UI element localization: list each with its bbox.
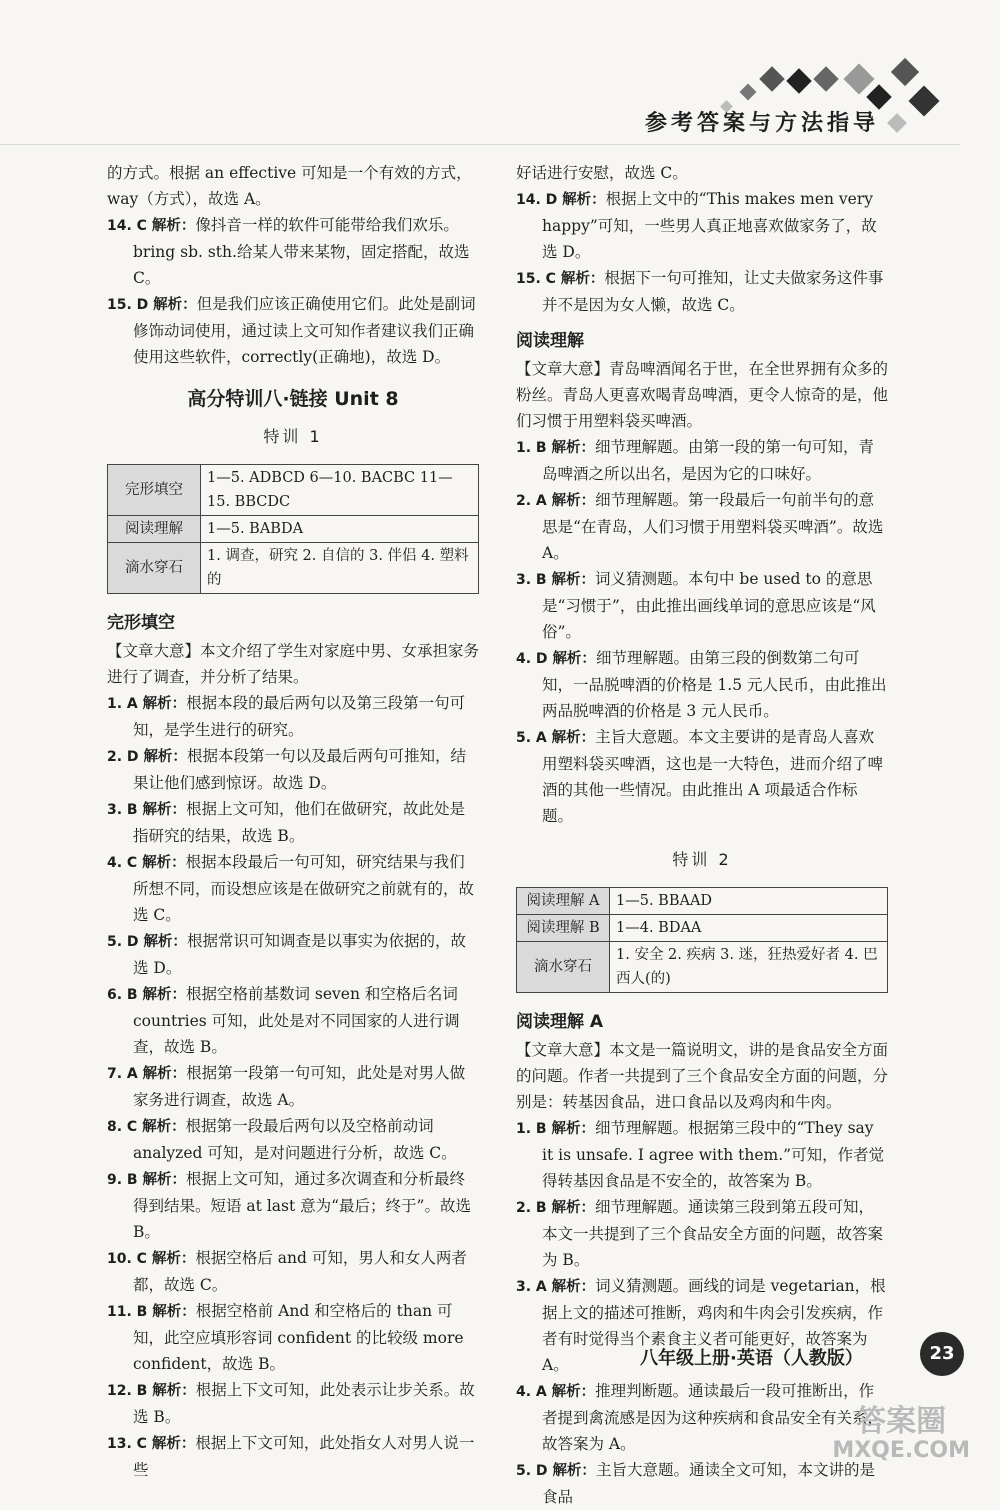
answer-item [107,1430,479,1483]
answer-number: 2. A [516,493,552,509]
reading-answers [516,434,888,829]
answer-item [107,1113,479,1166]
answer-item [107,743,479,796]
analysis-label: 解析： [551,440,595,456]
answer-item [107,291,479,370]
answer-number: 8. C [107,1119,143,1135]
left-continued-answers [107,160,479,370]
answer-table-row [108,465,479,516]
answer-text: 细节理解题。通读第三段到第五段可知，本文一共提到了三个食品安全方面的问题，故答案为 B。 [542,1198,884,1269]
watermark-logo-text: 答案圈 [856,1404,947,1439]
analysis-label: 解析： [551,1384,596,1400]
page-header-title: 参考答案与方法指导 [645,110,880,136]
answer-item [107,981,479,1060]
answer-number: 15. C [516,271,561,287]
answer-table-row [517,915,888,942]
header-divider [0,144,960,145]
cloze-answers [107,690,479,1483]
answer-text: 像抖音一样的软件可能带给我们欢乐。bring sb. sth.给某人带来某物，固定搭配，故选 C。 [133,216,470,287]
analysis-label: 解析： [551,493,596,509]
answer-item [107,1166,479,1245]
answer-text: 细节理解题。由第一段的第一句可知，青岛啤酒之所以出名，是因为它的口味好。 [542,438,874,483]
answer-number: 9. B [107,1172,143,1188]
analysis-label: 解析： [562,192,606,208]
analysis-label: 解析： [151,1436,196,1452]
cloze-summary: 【文章大意】本文介绍了学生对家庭中男、女承担家务进行了调查，并分析了结果。 [107,642,480,686]
analysis-label: 解析： [143,749,187,765]
answer-item [516,186,888,265]
analysis-label: 解析： [142,802,186,818]
answer-text: 的方式。根据 an effective 可知是一个有效的方式，way（方式），故选 A。 [107,164,472,208]
page-number: 23 [920,1332,964,1376]
answer-text: 根据上下文可知，此处指女人对男人说一些 [133,1434,475,1479]
answer-number: 4. D [516,651,553,667]
right-continued-answers [516,160,888,318]
answer-number: 4. A [516,1384,552,1400]
answer-item [107,1298,479,1377]
answer-text: 主旨大意题。通读全文可知，本文讲的是食品 [542,1461,875,1506]
answer-item [516,265,888,318]
answer-number: 7. A [107,1066,143,1082]
answer-text: 好话进行安慰，故选 C。 [516,164,688,182]
analysis-label: 解析： [142,987,186,1003]
answer-text: 根据下一句可推知，让丈夫做家务这件事并不是因为女人懒，故选 C。 [542,269,884,314]
answer-number: 4. C [107,855,143,871]
answer-item [516,1115,888,1194]
answer-number: 3. A [516,1279,552,1295]
answer-text: 词义猜测题。本句中 be used to 的意思是“习惯于”，由此推出画线单词的意思应该是“风俗”。 [542,570,876,641]
analysis-label: 解析： [552,651,596,667]
answer-text: 根据本段最后一句可知，研究结果与我们所想不同，而设想应该是在做研究之前就有的，故选 C。 [133,853,475,924]
table-label-cell: 阅读理解 [108,516,201,543]
analysis-label: 解析： [551,1200,595,1216]
reading-summary: 【文章大意】青岛啤酒闻名于世，在全世界拥有众多的粉丝。青岛人更喜欢喝青岛啤酒，更令人惊奇的是，他们习惯于用塑料袋买啤酒。 [516,360,889,430]
answer-number: 1. B [516,1121,552,1137]
answer-text: 根据空格后 and 可知，男人和女人两者都，故选 C。 [133,1249,467,1294]
answer-item [107,1245,479,1298]
analysis-label: 解析： [151,1251,196,1267]
answer-table-row [108,543,479,594]
answer-text: 但是我们应该正确使用它们。此处是副词修饰动词使用，通过读上文可知作者建议我们正确使用这些软件，correctly(正确地)，故选 D。 [133,295,476,366]
answer-table-row [108,516,479,543]
answer-item [107,928,479,981]
analysis-label: 解析： [143,934,187,950]
analysis-label: 解析： [551,730,596,746]
answer-item [107,796,479,849]
answer-text: 细节理解题。根据第三段中的“They say it is unsafe. I agree with them.”可知，作者觉得转基因食品是不安全的，故答案为 B。 [542,1119,885,1190]
answer-item [516,1194,888,1273]
answer-item [107,1060,479,1113]
answer-item [516,724,888,829]
answer-number: 2. D [107,749,144,765]
answer-number: 13. C [107,1436,152,1452]
training-2-title: 特训 2 [672,850,732,869]
analysis-label: 解析： [552,1463,596,1479]
section-cloze-title: 完形填空 [107,613,175,633]
table-label-cell: 阅读理解 A [517,888,610,915]
answer-text: 根据上文可知，通过多次调查和分析最终得到结果。短语 at last 意为“最后；终于”。故选 B。 [133,1170,471,1241]
answer-item [516,160,888,186]
analysis-label: 解析： [560,271,605,287]
table-label-cell: 完形填空 [108,465,201,516]
answer-item [107,1377,479,1430]
analysis-label: 解析： [142,1172,186,1188]
analysis-label: 解析： [152,1383,196,1399]
answer-item [516,487,888,566]
answer-text: 细节理解题。由第三段的倒数第二句可知，一品脱啤酒的价格是 1.5 元人民币，由此推出两品脱啤酒的价格是 3 元人民币。 [542,649,887,720]
answer-item [516,434,888,487]
analysis-label: 解析： [142,1119,186,1135]
answer-text: 主旨大意题。本文主要讲的是青岛人喜欢用塑料袋买啤酒，这也是一大特色，进而介绍了啤酒的其他一些情况。由此推出 A 项最适合作标题。 [542,728,884,825]
answer-text: 根据空格前基数词 seven 和空格后名词 countries 可知，此处是对不同国家的人进行调查，故选 B。 [133,985,460,1056]
reading-a-summary: 【文章大意】本文是一篇说明文，讲的是食品安全方面的问题。作者一共提到了三个食品安全方面的问题，分别是：转基因食品，进口食品以及鸡肉和牛肉。 [516,1041,889,1111]
answer-item [516,1457,888,1510]
answer-text: 根据第一段第一句可知，此处是对男人做家务进行调查，故选 A。 [133,1064,466,1109]
answer-item [107,160,479,212]
section-reading-title: 阅读理解 [516,331,584,351]
answer-text: 根据空格前 And 和空格后的 than 可知，此空应填形容词 confident 的比较级 more confident，故选 B。 [133,1302,464,1373]
table-label-cell: 阅读理解 B [517,915,610,942]
answer-number: 2. B [516,1200,552,1216]
answer-number: 3. B [516,572,552,588]
answer-text: 根据常识可知调查是以事实为依据的，故选 D。 [133,932,466,977]
table-value-cell: 1—5. ADBCD 6—10. BACBC 11—15. BBCDC [201,465,479,516]
watermark-url: MXQE.COM [832,1438,970,1463]
answer-number: 3. B [107,802,143,818]
answer-text: 根据本段的最后两句以及第三段第一句可知，是学生进行的研究。 [133,694,466,739]
footer-text: 八年级上册·英语（人教版） [640,1348,863,1369]
answer-text: 根据上文中的“This makes men very happy”可知，一些男人真正地喜欢做家务了，故选 D。 [542,190,877,261]
analysis-label: 解析： [153,297,197,313]
table-value-cell: 1—5. BBAAD [610,888,888,915]
answer-number: 5. D [516,1463,553,1479]
answer-table-row [517,942,888,993]
answer-item [516,645,888,724]
answer-number: 12. B [107,1383,153,1399]
analysis-label: 解析： [152,1304,196,1320]
answer-table-row [517,888,888,915]
analysis-label: 解析： [142,1066,187,1082]
analysis-label: 解析： [551,1279,596,1295]
answer-number: 14. D [516,192,563,208]
answer-text: 根据本段第一句以及最后两句可推知，结果让他们感到惊讶。故选 D。 [133,747,466,792]
table-value-cell: 1—5. BABDA [201,516,479,543]
answer-number: 6. B [107,987,143,1003]
answer-number: 5. D [107,934,144,950]
analysis-label: 解析： [142,855,186,871]
answer-text: 词义猜测题。画线的词是 vegetarian，根据上文的描述可推断，鸡肉和牛肉会引发疾病，作者有时觉得当个素食主义者可能更好，故答案为 A。 [542,1277,886,1374]
watermark [832,1405,970,1463]
analysis-label: 解析： [551,572,595,588]
answer-text: 根据第一段最后两句以及空格前动词 analyzed 可知，是对问题进行分析，故选 C。 [133,1117,457,1162]
table-label-cell: 滴水穿石 [517,942,610,993]
answer-number: 1. A [107,696,143,712]
section-reading-a-title: 阅读理解 A [516,1012,604,1032]
answer-number: 1. B [516,440,552,456]
answer-number: 10. C [107,1251,152,1267]
right-column [516,160,888,1510]
left-column [107,160,479,1483]
answer-item [516,566,888,645]
answer-text: 推理判断题。通读最后一段可推断出，作者提到禽流感是因为这种疾病和食品安全有关系，故答案为 A。 [542,1382,884,1453]
table-value-cell: 1. 安全 2. 疾病 3. 迷，狂热爱好者 4. 巴西人(的) [610,942,888,993]
answer-table-2 [516,887,888,993]
analysis-label: 解析： [142,696,187,712]
answer-text: 细节理解题。第一段最后一句前半句的意思是“在青岛，人们习惯于用塑料袋买啤酒”。故选 A。 [542,491,884,562]
answer-number: 15. D [107,297,154,313]
analysis-label: 解析： [151,218,196,234]
unit-title: 高分特训八·链接 Unit 8 [187,388,399,410]
answer-number: 14. C [107,218,152,234]
answer-item [107,849,479,928]
answer-text: 根据上文可知，他们在做研究，故此处是指研究的结果，故选 B。 [133,800,465,845]
answer-number: 11. B [107,1304,153,1320]
table-value-cell: 1—4. BDAA [610,915,888,942]
answer-text: 根据上下文可知，此处表示让步关系。故选 B。 [133,1381,475,1426]
analysis-label: 解析： [551,1121,595,1137]
table-label-cell: 滴水穿石 [108,543,201,594]
answer-table-1 [107,464,479,594]
answer-item [107,690,479,743]
training-1-title: 特训 1 [263,427,323,446]
table-value-cell: 1. 调查，研究 2. 自信的 3. 伴侣 4. 塑料的 [201,543,479,594]
answer-item [107,212,479,291]
answer-number: 5. A [516,730,552,746]
